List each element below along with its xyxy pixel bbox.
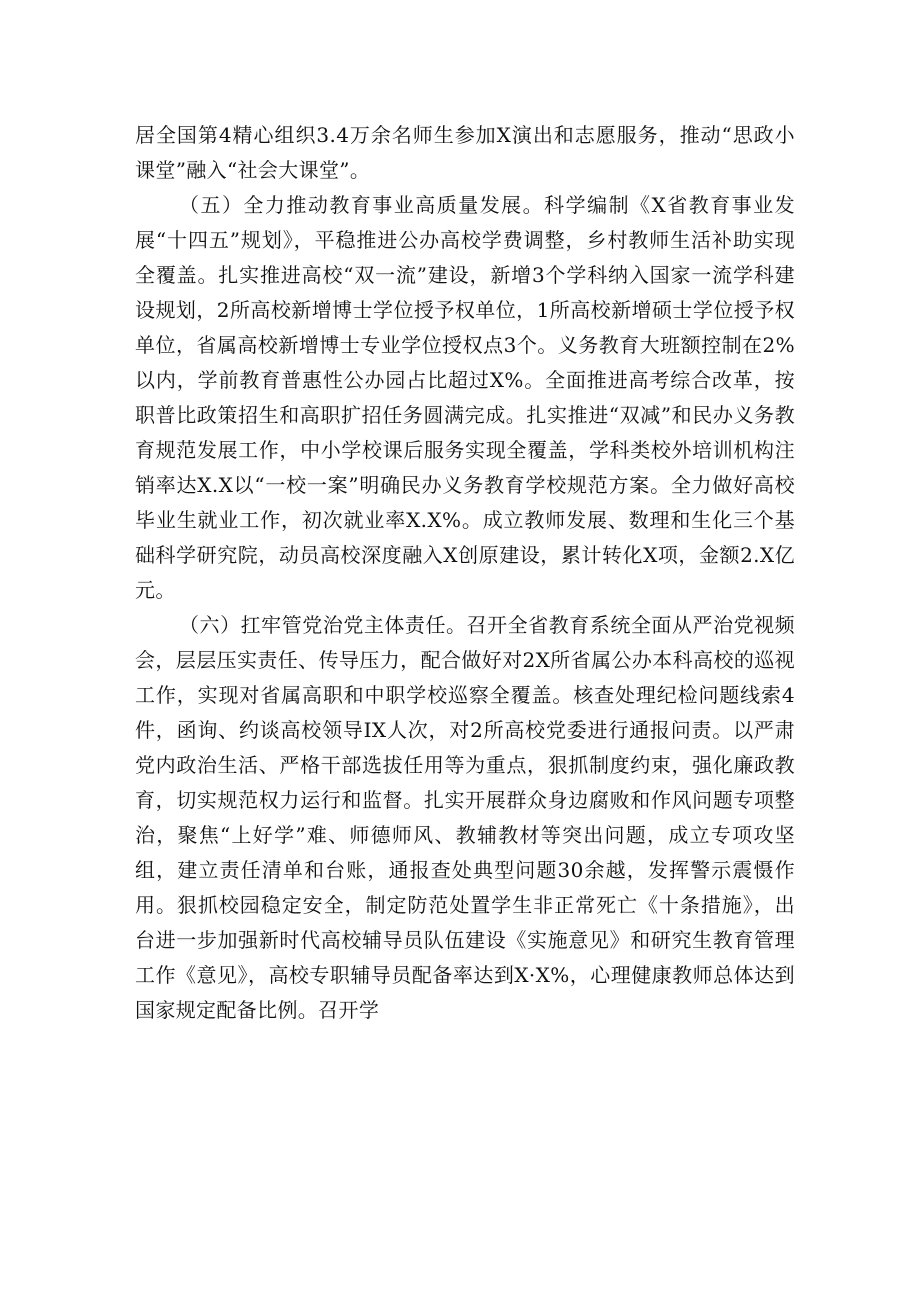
paragraph-continued xyxy=(135,118,795,188)
section-heading: （六）扛牢管党治党主体责任。 xyxy=(179,613,467,637)
paragraph-text: 居全国第4精心组织3.4万余名师生参加X演出和志愿服务，推动“思政小课堂”融入“社会大课堂”。 xyxy=(135,123,795,182)
paragraph-section-5 xyxy=(135,188,795,608)
paragraph-section-6 xyxy=(135,608,795,1028)
paragraph-text: 科学编制《X省教育事业发展“十四五”规划》，平稳推进公办高校学费调整，乡村教师生活补助实现全覆盖。扎实推进高校“双一流”建设，新增3个学科纳入国家一流学科建设规划，2所高校新增博士学位授予权单位，1所高校新增硕士学位授予权单位，省属高校新增博士专业学位授权点3个。义务教育大班额控制在2%以内，学前教育普惠性公办园占比超过X%。全面推进高考综合改革，按职普比政策招生和高职扩招任务圆满完成。扎实推进“双减”和民办义务教育规范发展工作，中小学校课后服务实现全覆盖，学科类校外培训机构注销率达X.X以“一校一案”明确民办义务教育学校规范方案。全力做好高校毕业生就业工作，初次就业率X.X%。成立教师发展、数理和生化三个基础科学研究院，动员高校深度融入X创原建设，累计转化X项，金额2.X亿元。 xyxy=(135,193,795,602)
paragraph-text: 召开全省教育系统全面从严治党视频会，层层压实责任、传导压力，配合做好对2X所省属公办本科高校的巡视工作，实现对省属高职和中职学校巡察全覆盖。核查处理纪检问题线索4件，函询、约谈高校领导IX人次，对2所高校党委进行通报问责。以严肃党内政治生活、严格干部选拔任用等为重点，狠抓制度约束，强化廉政教育，切实规范权力运行和监督。扎实开展群众身边腐败和作风问题专项整治，聚焦“上好学”难、师德师风、教辅教材等突出问题，成立专项攻坚组，建立责任清单和台账，通报查处典型问题30余越，发挥警示震慑作用。狠抓校园稳定安全，制定防范处置学生非正常死亡《十条措施》，出台进一步加强新时代高校辅导员队伍建设《实施意见》和研究生教育管理工作《意见》，高校专职辅导员配备率达到X·X%，心理健康教师总体达到国家规定配备比例。召开学 xyxy=(135,613,795,1022)
section-heading: （五）全力推动教育事业高质量发展。 xyxy=(179,193,545,217)
document-body xyxy=(135,118,795,1028)
